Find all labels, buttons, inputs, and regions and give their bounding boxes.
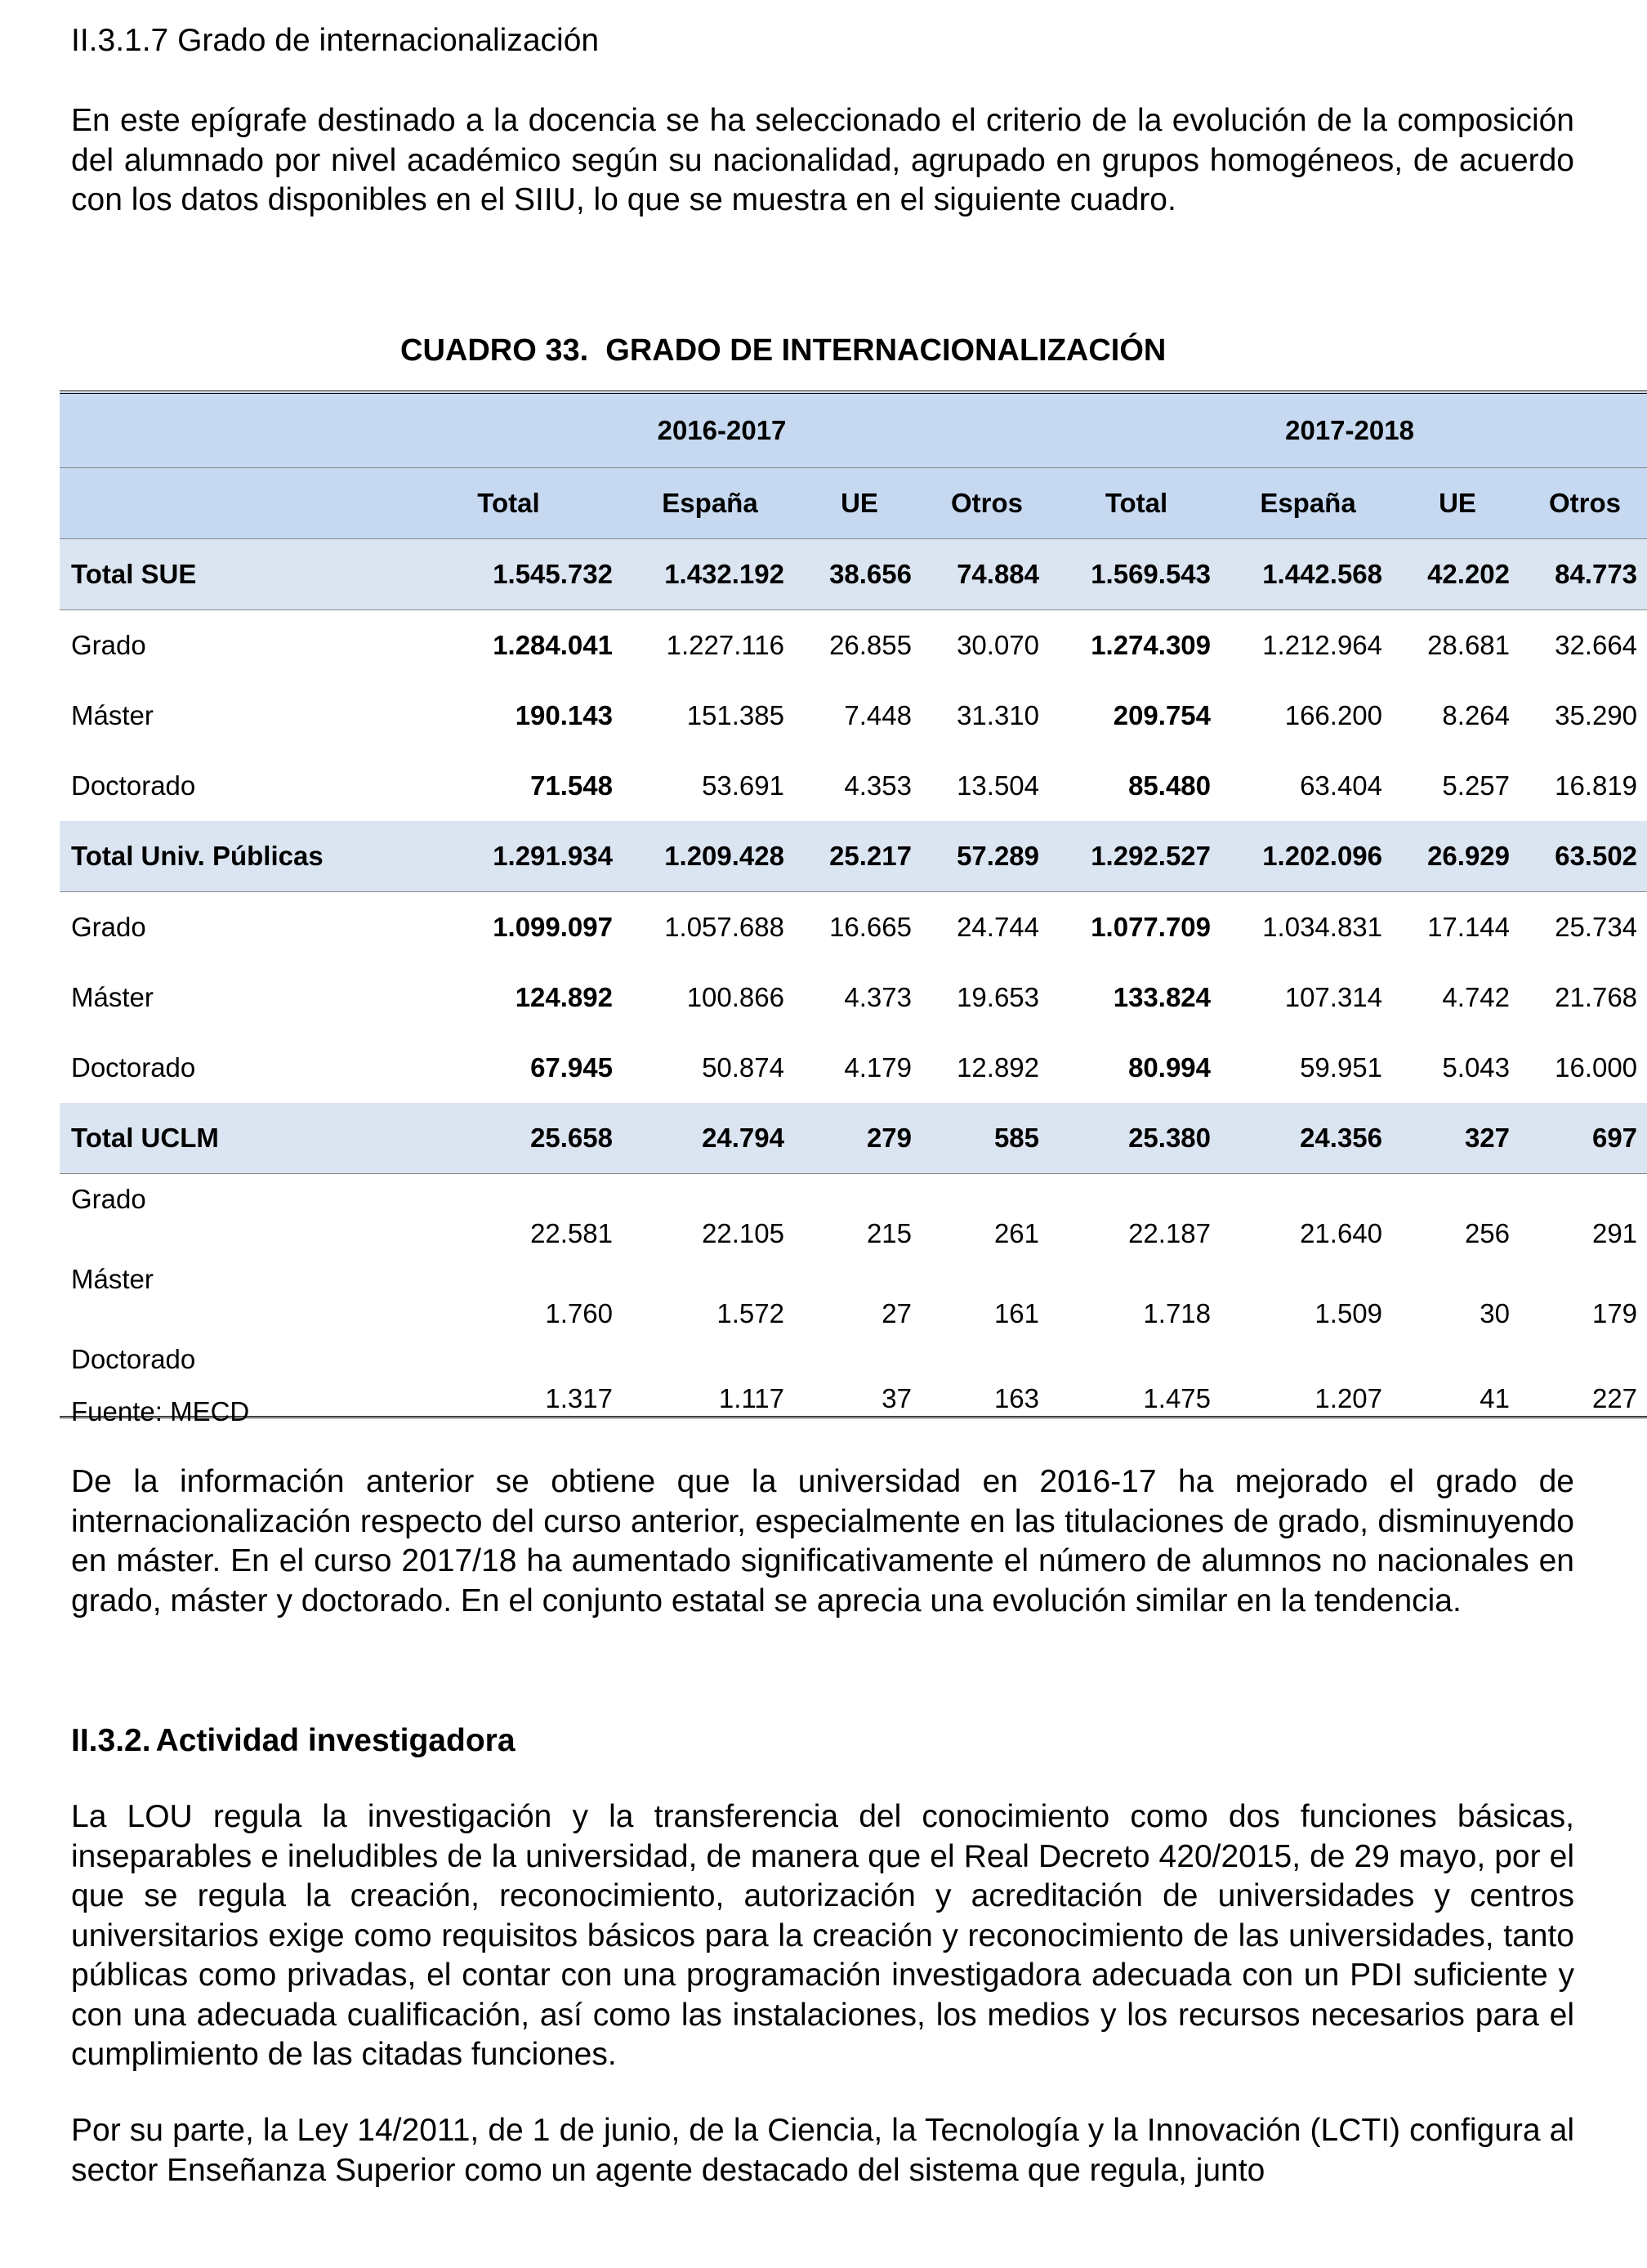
table-cell: 24.794 [624, 1103, 796, 1174]
row-label: Doctorado [60, 1334, 393, 1418]
section-heading [71, 1721, 516, 1761]
table-cell: 4.373 [844, 982, 912, 1012]
table-row [60, 1033, 1647, 1103]
table-cell: 1.432.192 [624, 539, 796, 610]
column-header: Total [393, 468, 624, 539]
table-cell: 22.105 [702, 1218, 784, 1248]
table-row [60, 751, 1647, 821]
table-cell: 31.310 [957, 700, 1040, 730]
table-cell: 166.200 [1284, 700, 1383, 730]
table-cell: 227 [1521, 1334, 1647, 1418]
table-cell: 133.824 [1113, 982, 1212, 1012]
table-cell: 1.718 [1143, 1298, 1212, 1328]
table-row [60, 962, 1647, 1033]
table-cell: 1.760 [545, 1298, 613, 1328]
table-cell: 71.548 [530, 770, 613, 801]
table-cell: 4.179 [844, 1052, 912, 1083]
table-source: Fuente: MECD [71, 1396, 250, 1426]
row-label: Máster [71, 982, 154, 1012]
corner-cell [60, 468, 393, 539]
table-cell: 26.929 [1394, 821, 1521, 892]
table-cell: 4.742 [1442, 982, 1511, 1012]
table-row [60, 821, 1647, 892]
table-caption: CUADRO 33. GRADO DE INTERNACIONALIZACIÓN [400, 333, 1167, 368]
table-cell: 30.070 [957, 630, 1040, 660]
table-cell: 50.874 [702, 1052, 784, 1083]
table-cell: 35.290 [1555, 700, 1638, 730]
row-label: Total SUE [60, 539, 393, 610]
table-cell: 291 [1591, 1218, 1638, 1248]
table-cell: 63.502 [1521, 821, 1647, 892]
table-row [60, 1334, 1647, 1418]
table-cell: 1.209.428 [624, 821, 796, 892]
table-cell: 163 [923, 1334, 1051, 1418]
lcti-paragraph: Por su parte, la Ley 14/2011, de 1 de junio, de la Ciencia, la Tecnología y la Innovación (LCTI) configura al sector Enseñanza Superior como un agente destacado del sistema que regula, junto [71, 2113, 1574, 2188]
table-cell: 279 [796, 1103, 923, 1174]
column-header: Otros [923, 468, 1051, 539]
column-header: España [624, 468, 796, 539]
table-cell: 5.043 [1442, 1052, 1511, 1083]
row-label: Máster [71, 1264, 154, 1294]
table-row [60, 610, 1647, 681]
table-cell: 27 [882, 1298, 912, 1328]
table-cell: 1.291.934 [393, 821, 624, 892]
table-cell: 697 [1521, 1103, 1647, 1174]
column-header: Otros [1521, 468, 1647, 539]
table-body [60, 539, 1647, 1418]
table-cell: 327 [1394, 1103, 1521, 1174]
column-header: Total [1051, 468, 1222, 539]
subsection-title: II.3.1.7 Grado de internacionalización [71, 23, 600, 58]
table-cell: 261 [993, 1218, 1040, 1248]
section-title: Actividad investigadora [155, 1723, 516, 1758]
table-cell: 161 [993, 1298, 1040, 1328]
table-cell: 57.289 [923, 821, 1051, 892]
table-cell: 37 [796, 1334, 923, 1418]
table-cell: 1.572 [716, 1298, 784, 1328]
row-label: Grado [71, 630, 146, 660]
table-cell: 585 [923, 1103, 1051, 1174]
table-cell: 25.658 [393, 1103, 624, 1174]
table-cell: 80.994 [1128, 1052, 1212, 1083]
table-cell: 1.207 [1222, 1334, 1394, 1418]
table-cell: 16.819 [1555, 770, 1638, 801]
table-cell: 22.581 [530, 1218, 613, 1248]
table-cell: 28.681 [1427, 630, 1511, 660]
table-cell: 84.773 [1521, 539, 1647, 610]
table-cell: 100.866 [686, 982, 784, 1012]
row-label: Total Univ. Públicas [60, 821, 393, 892]
table-cell: 124.892 [515, 982, 613, 1012]
row-label: Máster [71, 700, 154, 730]
table-cell: 59.951 [1300, 1052, 1383, 1083]
table-cell: 25.217 [796, 821, 923, 892]
table-cell: 1.442.568 [1222, 539, 1394, 610]
table-cell: 1.274.309 [1091, 630, 1212, 660]
table-cell: 25.734 [1555, 912, 1638, 942]
table-cell: 1.117 [624, 1334, 796, 1418]
table-cell: 190.143 [515, 700, 613, 730]
table-cell: 215 [866, 1218, 912, 1248]
table-cell: 16.000 [1555, 1052, 1638, 1083]
column-header: UE [796, 468, 923, 539]
table-cell: 179 [1591, 1298, 1638, 1328]
table-cell: 41 [1394, 1334, 1521, 1418]
table-cell: 25.380 [1051, 1103, 1222, 1174]
table-cell: 74.884 [923, 539, 1051, 610]
column-header: UE [1394, 468, 1521, 539]
table-cell: 1.475 [1051, 1334, 1222, 1418]
table-row [60, 1254, 1647, 1334]
table-cell: 1.569.543 [1051, 539, 1222, 610]
column-header: España [1222, 468, 1394, 539]
table-cell: 1.034.831 [1262, 912, 1383, 942]
table-row [60, 1174, 1647, 1255]
table-cell: 8.264 [1442, 700, 1511, 730]
table-cell: 1.057.688 [664, 912, 784, 942]
table-cell: 53.691 [702, 770, 784, 801]
table-cell: 1.099.097 [493, 912, 613, 942]
row-label: Grado [71, 912, 146, 942]
table-row [60, 539, 1647, 610]
year-header: 2017-2018 [1051, 392, 1647, 468]
row-label: Doctorado [71, 770, 196, 801]
table-cell: 42.202 [1394, 539, 1521, 610]
table-cell: 151.385 [686, 700, 784, 730]
table-cell: 32.664 [1555, 630, 1638, 660]
corner-cell [60, 392, 393, 468]
table-cell: 1.284.041 [493, 630, 613, 660]
section-number: II.3.2. [71, 1723, 151, 1758]
table-cell: 24.744 [957, 912, 1040, 942]
table-cell: 22.187 [1128, 1218, 1212, 1248]
table-column-header-row [60, 468, 1647, 539]
table-cell: 30 [1480, 1298, 1511, 1328]
table-cell: 107.314 [1284, 982, 1383, 1012]
table-cell: 67.945 [530, 1052, 613, 1083]
table-cell: 5.257 [1442, 770, 1511, 801]
table-cell: 1.292.527 [1051, 821, 1222, 892]
row-label: Total UCLM [60, 1103, 393, 1174]
table-cell: 1.509 [1314, 1298, 1383, 1328]
table-cell: 12.892 [957, 1052, 1040, 1083]
row-label: Grado [71, 1184, 146, 1214]
table-cell: 1.212.964 [1262, 630, 1383, 660]
table-cell: 38.656 [796, 539, 923, 610]
table-row [60, 1103, 1647, 1174]
year-header: 2016-2017 [393, 392, 1051, 468]
table-cell: 256 [1464, 1218, 1511, 1248]
analysis-paragraph: De la información anterior se obtiene que la universidad en 2016-17 ha mejorado el grado de internacionalización respecto del curso anterior, especialmente en las titulaciones de grado, disminuyendo en máster. En el curso 2017/18 ha aumentado significativamente el número de alumnos no nacionales en grado, máster y doctorado. En el conjunto estatal se aprecia una evolución similar en la tendencia. [71, 1464, 1574, 1618]
table-cell: 209.754 [1113, 700, 1212, 730]
table-row [60, 681, 1647, 751]
intro-paragraph: En este epígrafe destinado a la docencia se ha seleccionado el criterio de la evolución de la composición del alumnado por nivel académico según su nacionalidad, agrupado en grupos homogéneos, de acuerdo con los datos disponibles en el SIIU, lo que se muestra en el siguiente cuadro. [71, 103, 1574, 217]
table-cell: 16.665 [829, 912, 912, 942]
table-cell: 13.504 [957, 770, 1040, 801]
table-cell: 7.448 [844, 700, 912, 730]
lou-paragraph: La LOU regula la investigación y la transferencia del conocimiento como dos funciones básicas, inseparables e ineludibles de la universidad, de manera que el Real Decreto 420/2015, de 29 mayo, por el que se regula la creación, reconocimiento, autorización y acreditación de universidades y centros universitarios exige como requisitos básicos para la creación y reconocimiento de las universidades, tanto públicas como privadas, el contar con una programación investigadora adecuada con un PDI suficiente y con una adecuada cualificación, así como las instalaciones, los medios y los recursos necesarios para el cumplimiento de las citadas funciones. [71, 1799, 1574, 2072]
table-cell: 26.855 [829, 630, 912, 660]
row-label: Doctorado [71, 1052, 196, 1083]
table-cell: 21.768 [1555, 982, 1638, 1012]
table-cell: 1.317 [393, 1334, 624, 1418]
table-cell: 63.404 [1300, 770, 1383, 801]
table-cell: 24.356 [1222, 1103, 1394, 1174]
table-year-header-row [60, 392, 1647, 468]
internationalization-table [60, 391, 1647, 1418]
table-cell: 21.640 [1300, 1218, 1383, 1248]
table-cell: 1.227.116 [666, 630, 784, 660]
table-cell: 1.545.732 [393, 539, 624, 610]
table-cell: 1.077.709 [1091, 912, 1212, 942]
table-cell: 17.144 [1427, 912, 1511, 942]
table-cell: 19.653 [957, 982, 1040, 1012]
table-row [60, 892, 1647, 963]
table-cell: 1.202.096 [1222, 821, 1394, 892]
table-cell: 85.480 [1128, 770, 1212, 801]
table-cell: 4.353 [844, 770, 912, 801]
